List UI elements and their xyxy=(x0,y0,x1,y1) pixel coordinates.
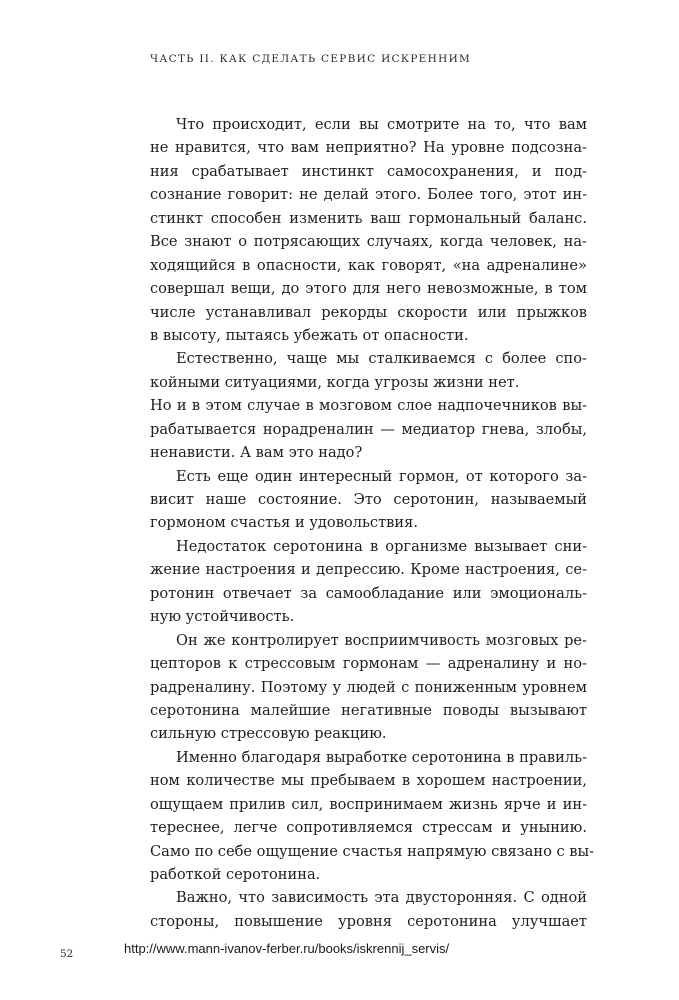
text-line: Само по себе ощущение счастья напрямую связано с вы- xyxy=(150,842,595,860)
text-line: совершал вещи, до этого для него невозможные, в том xyxy=(150,280,587,298)
text-line: Важно, что зависимость эта двусторонняя. С одной xyxy=(176,889,587,907)
text-line: Но и в этом случае в мозговом слое надпочечников вы- xyxy=(150,397,587,415)
text-line: Именно благодаря выработке серотонина в правиль- xyxy=(176,748,587,766)
text-line: ощущаем прилив сил, воспринимаем жизнь ярче и ин- xyxy=(150,795,587,813)
text-line: сознание говорит: не делай этого. Более того, этот ин- xyxy=(150,186,587,204)
text-line: ном количестве мы пребываем в хорошем настроении, xyxy=(150,772,587,790)
text-line: ния срабатывает инстинкт самосохранения, и под- xyxy=(150,162,587,180)
text-line: ротонин отвечает за самообладание или эмоциональ- xyxy=(150,584,587,602)
text-line: ненависти. А вам это надо? xyxy=(150,444,363,462)
running-head: ЧАСТЬ II. КАК СДЕЛАТЬ СЕРВИС ИСКРЕННИМ xyxy=(150,53,472,65)
text-line: числе устанавливал рекорды скорости или прыжков xyxy=(150,303,587,321)
text-line: стинкт способен изменить ваш гормональный баланс. xyxy=(150,209,587,227)
text-line: койными ситуациями, когда угрозы жизни нет. xyxy=(150,373,520,391)
text-line: гормоном счастья и удовольствия. xyxy=(150,514,418,532)
text-line: ную устойчивость. xyxy=(150,608,295,626)
text-line: жение настроения и депрессию. Кроме настроения, се- xyxy=(150,561,587,579)
text-line: висит наше состояние. Это серотонин, называемый xyxy=(150,491,587,508)
text-line: ходящийся в опасности, как говорят, «на адреналине» xyxy=(150,256,587,274)
text-line: радреналину. Поэтому у людей с пониженным уровнем xyxy=(150,678,587,696)
text-line: Он же контролирует восприимчивость мозговых ре- xyxy=(176,631,587,649)
text-line: тереснее, легче сопротивляемся стрессам и унынию. xyxy=(150,819,587,837)
text-line: цепторов к стрессовым гормонам — адреналину и но- xyxy=(150,655,587,673)
source-url: http://www.mann-ivanov-ferber.ru/books/iskrennij_servis/ xyxy=(124,941,450,956)
text-line: стороны, повышение уровня серотонина улучшает xyxy=(150,912,587,930)
text-line: не нравится, что вам неприятно? На уровне подсозна- xyxy=(150,139,587,157)
text-line: Есть еще один интересный гормон, от которого за- xyxy=(176,467,587,485)
body-text xyxy=(150,113,595,933)
text-line: Недостаток серотонина в организме вызывает сни- xyxy=(176,537,587,555)
page-number: 52 xyxy=(60,948,74,960)
text-line: Что происходит, если вы смотрите на то, что вам xyxy=(176,116,587,133)
text-line: серотонина малейшие негативные поводы вызывают xyxy=(150,701,587,719)
text-line: работкой серотонина. xyxy=(150,866,321,883)
text-line: Естественно, чаще мы сталкиваемся с более спо- xyxy=(176,350,587,368)
text-line: в высоту, пытаясь убежать от опасности. xyxy=(150,326,469,344)
text-line: рабатывается норадреналин — медиатор гнева, злобы, xyxy=(150,420,587,438)
text-line: сильную стрессовую реакцию. xyxy=(150,725,387,743)
text-line: Все знают о потрясающих случаях, когда человек, на- xyxy=(150,233,587,251)
